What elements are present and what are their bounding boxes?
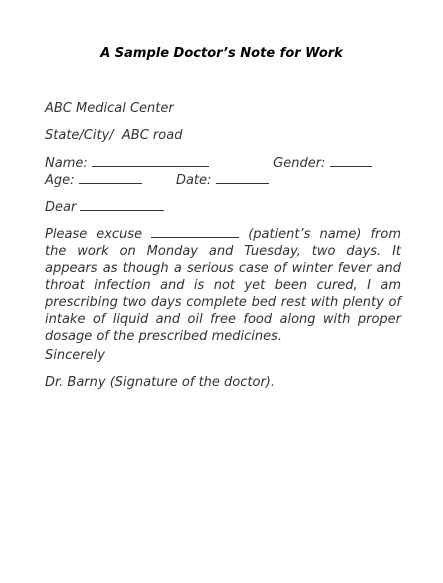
age-blank [79,171,142,184]
medical-center-name: ABC Medical Center [45,101,174,116]
name-label: Name: [45,156,88,171]
excuse-text: (patient’s name) from the work on Monday and Tuesday, two days. It appears as though a serious case of winter fever and throat infection and is not yet been cured, I am prescribing two days complete bed rest with plenty of intake of liquid and oil free food along with proper dosage of the prescribed medicines. [45,227,401,344]
sign-off: Sincerely [45,348,105,363]
name-blank [92,154,209,167]
note-body [45,225,401,345]
dear-label: Dear [45,200,77,215]
name-gender-row [45,154,372,172]
excuse-prefix: Please excuse [45,227,143,242]
patient-name-blank [151,225,239,238]
age-label: Age: [45,173,75,188]
date-label: Date: [175,173,212,188]
document-title: A Sample Doctor’s Note for Work [100,46,343,61]
age-date-row [45,171,269,189]
date-blank [216,171,269,184]
gender-label: Gender: [273,156,326,171]
address-text: State/City/ ABC road [45,128,183,143]
gender-blank [330,154,372,167]
dear-row [45,198,164,216]
address-line [45,127,182,144]
doctor-signature: Dr. Barny (Signature of the doctor). [45,375,276,390]
dear-blank [80,198,164,211]
